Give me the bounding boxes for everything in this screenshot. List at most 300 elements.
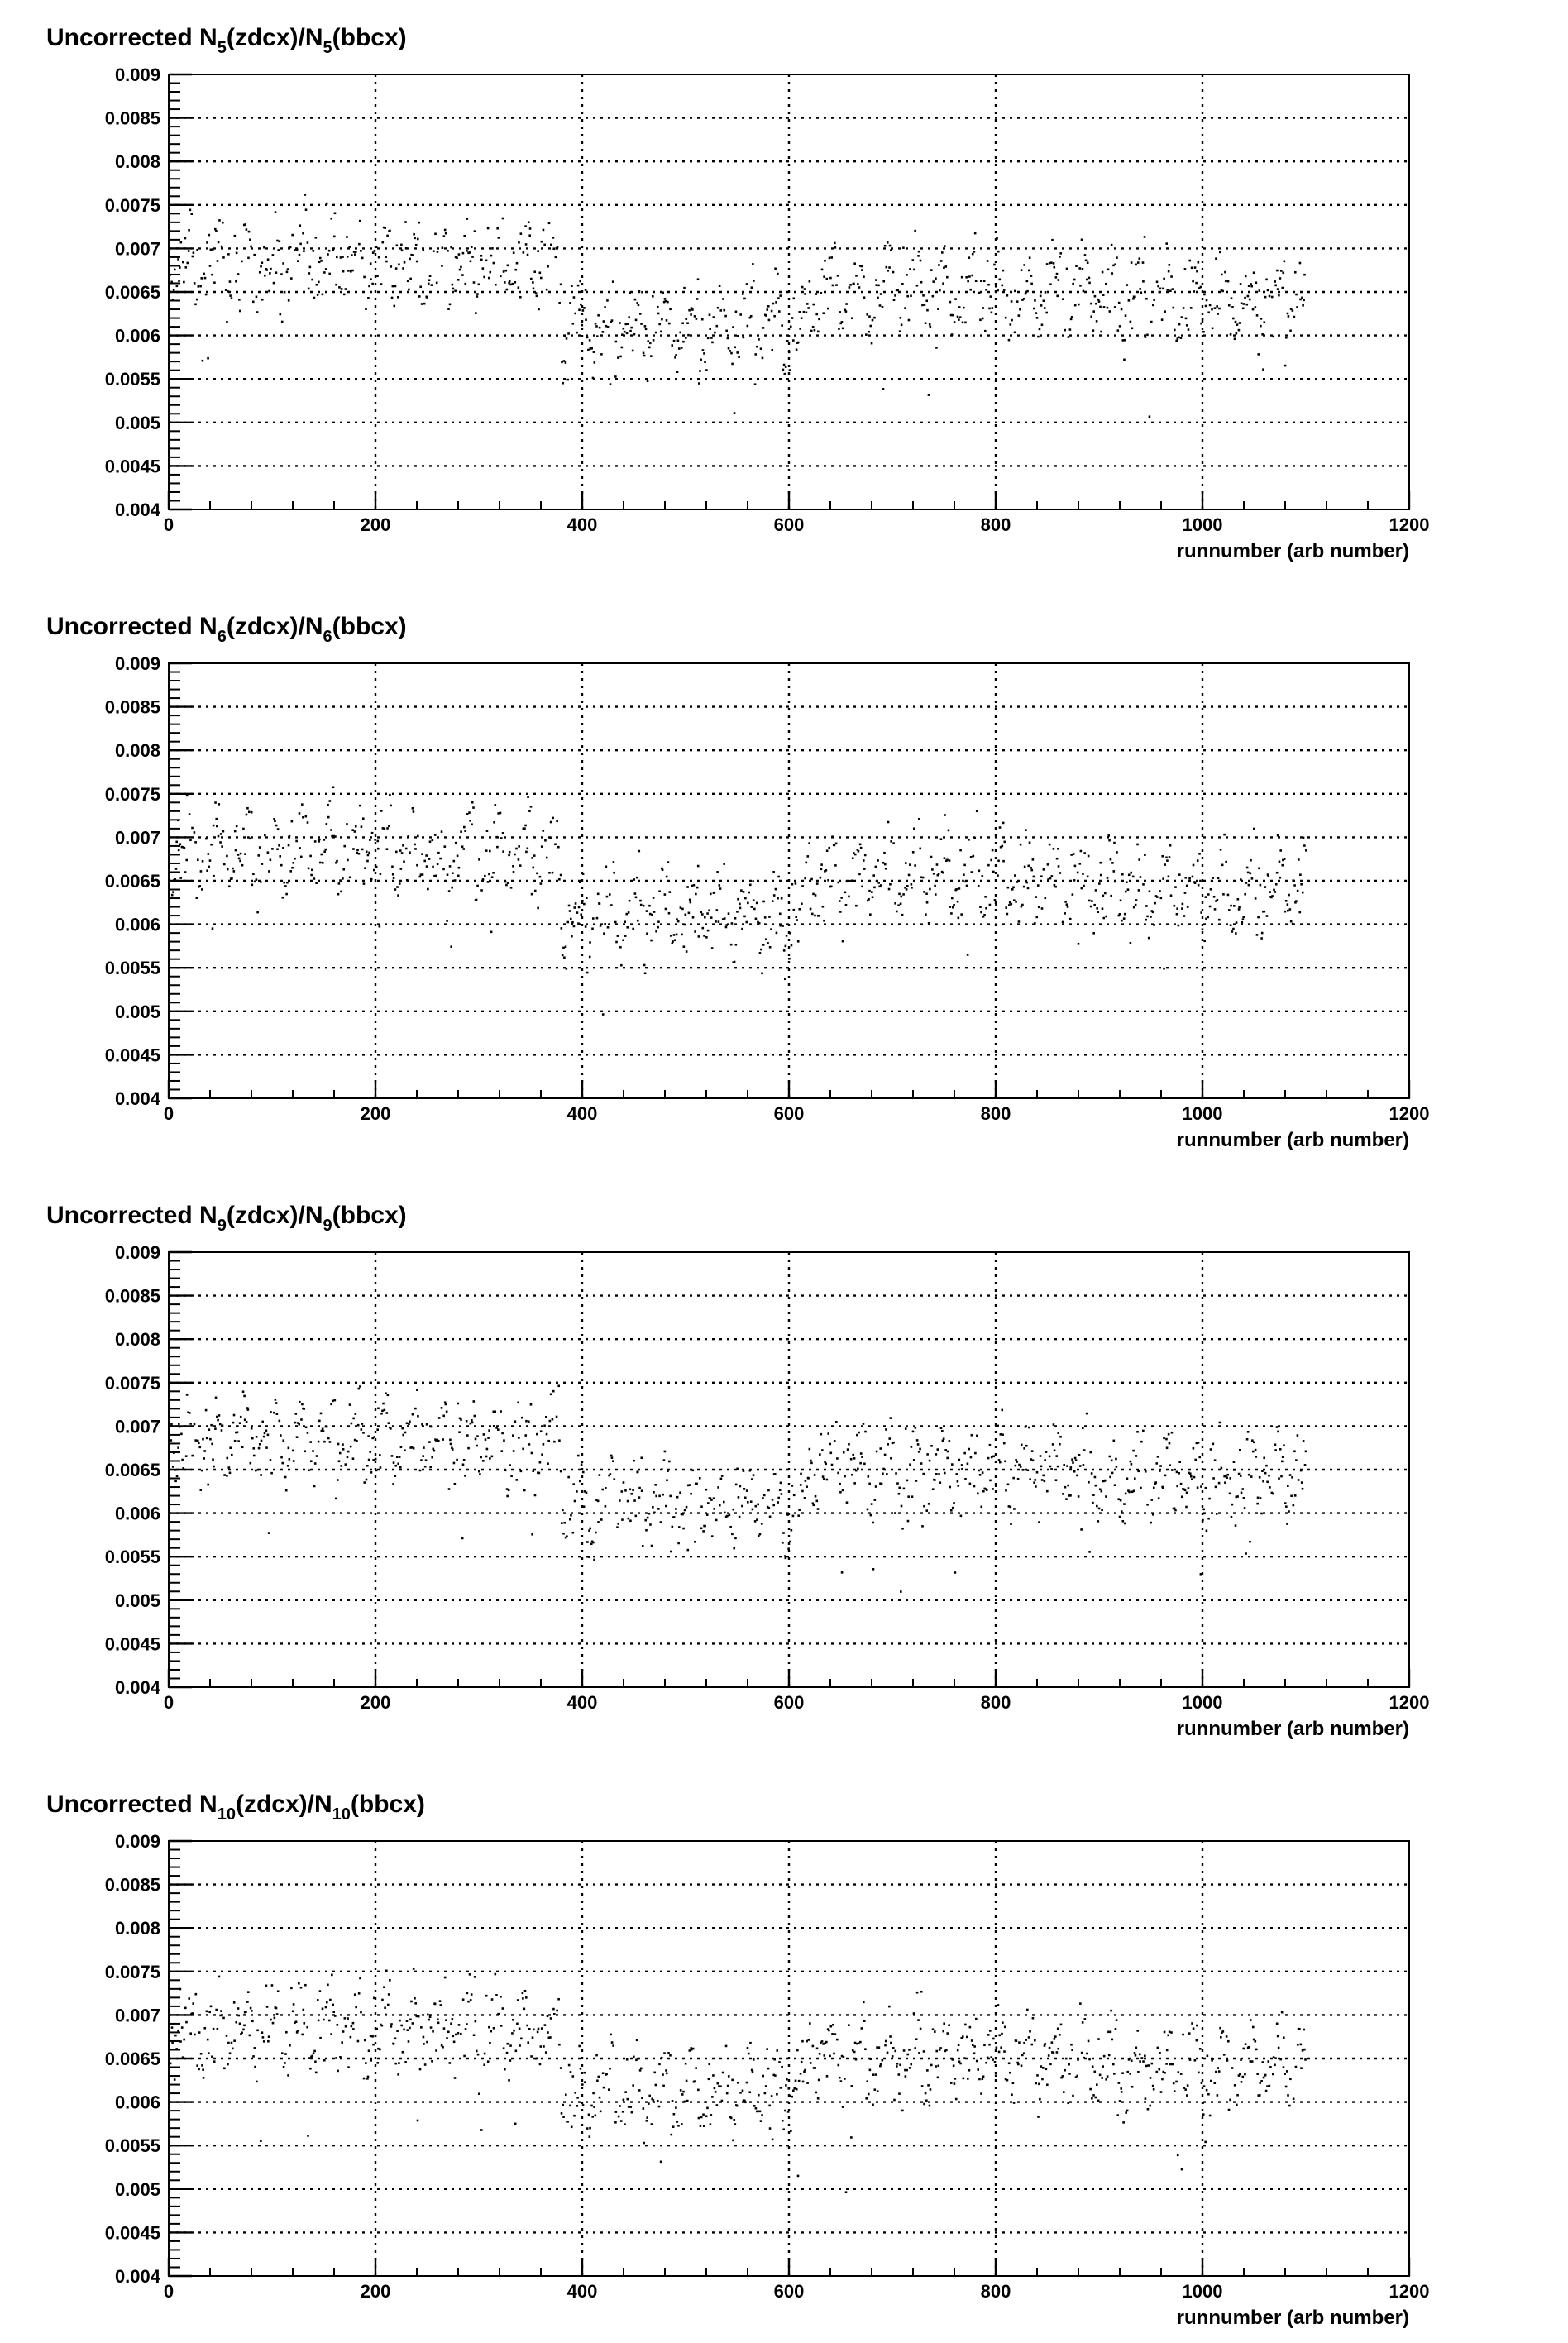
data-point xyxy=(847,1448,849,1451)
data-point xyxy=(928,922,930,925)
data-point xyxy=(1109,1476,1111,1479)
data-point xyxy=(769,2127,772,2130)
data-point xyxy=(868,1483,871,1485)
data-point xyxy=(189,209,192,212)
data-point xyxy=(220,833,222,835)
data-point xyxy=(1098,300,1101,303)
data-point xyxy=(1196,270,1198,273)
data-point xyxy=(669,1495,672,1498)
data-point xyxy=(875,284,877,286)
data-point xyxy=(1202,2102,1204,2104)
data-point xyxy=(307,2135,309,2137)
data-point xyxy=(1230,924,1232,926)
data-point xyxy=(207,1484,209,1486)
data-point xyxy=(926,901,929,904)
data-point xyxy=(779,913,782,916)
data-point xyxy=(935,2065,937,2068)
data-point xyxy=(560,283,562,285)
data-point xyxy=(717,1486,719,1489)
data-point xyxy=(287,2074,289,2077)
data-point xyxy=(1097,2038,1100,2040)
data-point xyxy=(706,1513,709,1516)
data-point xyxy=(496,227,499,230)
data-point xyxy=(648,347,651,349)
data-point xyxy=(250,246,252,248)
data-point xyxy=(892,842,895,844)
data-point xyxy=(539,876,542,878)
data-point xyxy=(552,2008,555,2011)
data-point xyxy=(1018,1464,1021,1466)
data-point xyxy=(998,2035,1001,2037)
data-point xyxy=(639,2069,642,2072)
data-point xyxy=(170,1423,173,1426)
data-point xyxy=(325,849,327,851)
data-point xyxy=(180,241,183,244)
data-point xyxy=(489,271,491,274)
data-point xyxy=(446,920,448,922)
data-point xyxy=(615,341,618,343)
x-tick-label: 800 xyxy=(980,1103,1011,1124)
data-point xyxy=(1091,1472,1093,1475)
data-point xyxy=(1174,2090,1176,2092)
data-point xyxy=(686,2080,688,2082)
data-point xyxy=(1222,893,1225,896)
data-point xyxy=(234,235,237,237)
data-point xyxy=(403,2029,405,2031)
data-point xyxy=(246,807,249,810)
data-point xyxy=(999,279,1002,281)
data-point xyxy=(509,2044,512,2047)
data-point xyxy=(729,1526,732,1528)
data-point xyxy=(829,2025,832,2028)
data-point xyxy=(1285,1505,1288,1508)
data-point xyxy=(547,2015,549,2017)
data-point xyxy=(581,1463,583,1466)
data-point xyxy=(195,897,198,899)
data-point xyxy=(281,1462,284,1465)
data-point xyxy=(1132,298,1135,300)
data-point xyxy=(689,1484,691,1486)
data-point xyxy=(1074,865,1077,868)
data-point xyxy=(643,905,645,907)
data-point xyxy=(1049,2063,1052,2066)
data-point xyxy=(502,850,504,853)
data-point xyxy=(314,1462,317,1465)
data-point xyxy=(203,273,205,275)
data-point xyxy=(640,904,643,906)
data-point xyxy=(1248,884,1250,887)
data-point xyxy=(1255,1449,1257,1451)
data-point xyxy=(414,844,416,846)
data-point xyxy=(423,1446,425,1449)
data-point xyxy=(435,875,437,877)
data-point xyxy=(321,1430,323,1432)
data-point xyxy=(887,2052,889,2054)
data-point xyxy=(405,848,408,850)
data-point xyxy=(394,2063,397,2065)
data-point xyxy=(647,1517,649,1519)
data-point xyxy=(466,218,469,220)
data-point xyxy=(1039,328,1041,331)
data-point xyxy=(1017,1478,1020,1480)
data-point xyxy=(749,1470,752,1472)
data-point xyxy=(228,1466,231,1469)
y-tick-label: 0.008 xyxy=(114,1329,160,1351)
data-point xyxy=(772,1499,774,1501)
data-point xyxy=(752,1509,754,1511)
data-point xyxy=(972,2044,974,2046)
data-point xyxy=(425,854,428,857)
data-point xyxy=(919,1448,921,1451)
data-point xyxy=(419,2068,422,2071)
data-point xyxy=(423,2043,425,2045)
y-tick-label: 0.0065 xyxy=(104,1460,160,1480)
data-point xyxy=(309,855,312,858)
data-point xyxy=(437,852,440,854)
data-point xyxy=(543,229,545,232)
data-point xyxy=(510,1475,513,1477)
data-point xyxy=(376,1428,379,1431)
data-point xyxy=(1014,290,1016,293)
data-point xyxy=(1046,2083,1049,2086)
data-point xyxy=(424,1466,427,1468)
data-point xyxy=(406,1423,409,1425)
data-point xyxy=(916,1992,919,1994)
data-point xyxy=(396,1456,399,1458)
data-point xyxy=(1269,295,1271,298)
data-point xyxy=(756,902,758,905)
title-segment: (bbcx) xyxy=(350,1791,425,1818)
data-point xyxy=(577,1455,580,1457)
data-point xyxy=(1219,1422,1221,1424)
data-point xyxy=(213,825,215,827)
data-point xyxy=(1088,2058,1091,2061)
data-point xyxy=(1121,920,1123,922)
data-point xyxy=(460,2033,462,2035)
data-point xyxy=(603,932,605,935)
data-point xyxy=(1078,1495,1080,1498)
data-point xyxy=(897,904,900,906)
data-point xyxy=(821,1449,824,1451)
data-point xyxy=(566,921,569,924)
data-point xyxy=(1226,2035,1228,2038)
data-point xyxy=(445,2019,447,2021)
data-point xyxy=(237,1440,240,1442)
data-point xyxy=(361,257,364,260)
data-point xyxy=(1122,339,1125,342)
data-point xyxy=(351,2025,353,2028)
data-point xyxy=(179,266,181,269)
data-point xyxy=(1170,275,1173,278)
data-point xyxy=(852,1454,854,1456)
data-point xyxy=(405,247,408,250)
data-point xyxy=(196,249,198,251)
data-point xyxy=(174,2078,176,2081)
data-point xyxy=(896,2063,899,2065)
data-point xyxy=(1108,839,1111,842)
data-point xyxy=(491,247,494,250)
data-point xyxy=(1140,1487,1142,1489)
data-point xyxy=(781,2066,783,2068)
data-point xyxy=(706,2107,709,2110)
x-axis-label: runnumber (arb number) xyxy=(1176,1129,1409,1151)
data-point xyxy=(819,2053,821,2055)
data-point xyxy=(1260,884,1262,887)
data-point xyxy=(626,2058,629,2061)
data-point xyxy=(251,2010,253,2012)
data-point xyxy=(402,2051,404,2054)
data-point xyxy=(776,2093,778,2096)
data-point xyxy=(713,1508,715,1510)
data-point xyxy=(1303,1440,1305,1442)
data-point xyxy=(1152,911,1154,914)
data-point xyxy=(1262,368,1264,371)
data-point xyxy=(455,842,457,844)
data-point xyxy=(1269,2085,1271,2087)
data-point xyxy=(202,2068,204,2071)
chart-title xyxy=(46,1791,425,1824)
data-point xyxy=(1145,298,1148,300)
data-point xyxy=(937,2077,939,2079)
data-point xyxy=(417,2120,419,2122)
data-point xyxy=(734,961,736,963)
data-point xyxy=(387,1394,390,1396)
data-point xyxy=(532,2036,534,2039)
data-point xyxy=(176,285,179,288)
y-tick-label: 0.0055 xyxy=(104,1547,160,1568)
data-point xyxy=(1027,865,1030,868)
data-point xyxy=(613,1478,615,1480)
data-point xyxy=(524,1434,527,1437)
data-point xyxy=(992,2038,995,2040)
data-point xyxy=(421,853,423,855)
data-point xyxy=(541,2027,543,2030)
data-point xyxy=(630,327,633,329)
data-point xyxy=(758,338,760,341)
data-point xyxy=(643,352,645,355)
data-point xyxy=(389,230,391,232)
data-point xyxy=(700,358,702,361)
data-point xyxy=(261,1421,264,1423)
data-point xyxy=(801,885,804,887)
data-point xyxy=(1183,915,1186,917)
data-point xyxy=(488,2026,490,2029)
data-point xyxy=(773,315,776,318)
data-point xyxy=(1178,336,1180,338)
data-point xyxy=(849,286,851,289)
data-point xyxy=(944,857,946,859)
data-point xyxy=(323,839,326,841)
data-point xyxy=(1021,2064,1023,2067)
data-point xyxy=(399,1456,401,1458)
data-point xyxy=(325,2006,327,2009)
data-point xyxy=(737,2082,739,2084)
data-point xyxy=(229,294,232,297)
x-tick-label: 1000 xyxy=(1182,1692,1223,1713)
data-point xyxy=(724,315,727,318)
data-point xyxy=(921,2085,924,2087)
data-point xyxy=(275,1402,278,1404)
data-point xyxy=(406,879,409,882)
data-point xyxy=(1012,2082,1015,2084)
data-point xyxy=(1149,890,1151,892)
data-point xyxy=(954,321,956,323)
data-point xyxy=(1142,883,1145,886)
data-point xyxy=(858,1432,860,1434)
data-point xyxy=(173,289,175,291)
data-point xyxy=(747,902,749,905)
data-point xyxy=(1025,1445,1028,1447)
data-point xyxy=(396,886,399,888)
data-point xyxy=(718,884,720,887)
data-point xyxy=(1110,2010,1112,2012)
data-point xyxy=(1185,1506,1188,1509)
data-point xyxy=(1170,894,1173,897)
data-point xyxy=(431,284,433,286)
data-point xyxy=(761,973,763,975)
data-point xyxy=(890,840,892,843)
data-point xyxy=(530,2055,533,2058)
data-point xyxy=(1212,1443,1215,1446)
data-point xyxy=(925,299,928,302)
data-point xyxy=(218,803,220,806)
data-point xyxy=(963,2057,966,2059)
data-point xyxy=(1188,328,1190,331)
data-point xyxy=(784,373,786,375)
data-point xyxy=(1282,1456,1284,1458)
data-point xyxy=(867,1509,869,1511)
data-point xyxy=(937,2065,939,2068)
data-point xyxy=(576,1490,578,1493)
data-point xyxy=(679,1491,681,1494)
data-point xyxy=(892,2055,894,2058)
data-point xyxy=(517,1999,519,2001)
data-point xyxy=(695,2067,697,2069)
data-point xyxy=(932,1488,935,1490)
data-point xyxy=(876,2046,878,2049)
data-point xyxy=(846,1501,849,1504)
data-point xyxy=(174,878,176,881)
scatter-points xyxy=(170,1968,1307,2193)
data-point xyxy=(375,246,378,248)
data-point xyxy=(396,244,399,246)
data-point xyxy=(1207,1518,1210,1520)
data-point xyxy=(401,852,404,854)
data-point xyxy=(184,871,187,873)
data-point xyxy=(268,290,270,293)
data-point xyxy=(930,326,932,328)
data-point xyxy=(958,887,961,890)
data-point xyxy=(490,2030,492,2033)
data-point xyxy=(336,860,338,863)
title-segment: (zdcx)/N xyxy=(235,1791,332,1818)
data-point xyxy=(518,1437,520,1439)
data-point xyxy=(770,928,772,930)
data-point xyxy=(1251,877,1254,880)
data-point xyxy=(369,1451,371,1453)
data-point xyxy=(265,1985,268,1987)
data-point xyxy=(980,911,982,914)
data-point xyxy=(519,864,522,867)
data-point xyxy=(392,285,394,288)
data-point xyxy=(447,250,449,252)
data-point xyxy=(256,1436,258,1438)
data-point xyxy=(917,2019,920,2021)
data-point xyxy=(213,2028,215,2030)
data-point xyxy=(1239,2073,1241,2076)
data-point xyxy=(577,922,580,925)
data-point xyxy=(801,902,803,905)
data-point xyxy=(626,332,629,335)
data-point xyxy=(955,1473,958,1475)
data-point xyxy=(315,237,318,239)
data-point xyxy=(633,1460,635,1462)
title-subscript: 10 xyxy=(332,1805,351,1824)
data-point xyxy=(1220,2036,1222,2039)
data-point xyxy=(782,2128,785,2130)
data-point xyxy=(1237,898,1240,901)
data-point xyxy=(915,1427,917,1429)
data-point xyxy=(1149,415,1151,418)
data-point xyxy=(184,266,187,269)
data-point xyxy=(343,294,346,296)
data-point xyxy=(629,291,631,294)
data-point xyxy=(781,1493,783,1495)
data-point xyxy=(1209,2115,1212,2117)
chart-panel-4 xyxy=(46,1791,1429,2329)
data-point xyxy=(677,920,680,923)
data-point xyxy=(901,914,904,916)
data-point xyxy=(730,944,733,946)
data-point xyxy=(640,323,643,325)
data-point xyxy=(1247,872,1250,874)
data-point xyxy=(681,934,683,936)
data-point xyxy=(668,323,671,325)
data-point xyxy=(901,1505,903,1508)
data-point xyxy=(364,2039,366,2042)
data-point xyxy=(1152,2085,1154,2087)
data-point xyxy=(1141,2057,1144,2059)
data-point xyxy=(393,2043,395,2045)
data-point xyxy=(408,2040,410,2043)
data-point xyxy=(274,820,276,822)
data-point xyxy=(312,250,314,252)
data-point xyxy=(954,1571,957,1574)
data-point xyxy=(737,335,739,337)
data-point xyxy=(264,1432,266,1435)
data-point xyxy=(810,1460,812,1462)
data-point xyxy=(213,1466,215,1468)
data-point xyxy=(565,361,567,364)
data-point xyxy=(1292,309,1294,312)
data-point xyxy=(1023,2052,1025,2054)
data-point xyxy=(1250,873,1252,875)
data-point xyxy=(189,2032,192,2035)
data-point xyxy=(1076,1475,1078,1477)
data-point xyxy=(988,308,991,310)
data-point xyxy=(1160,897,1163,900)
data-point xyxy=(1097,1520,1099,1523)
data-point xyxy=(1036,2074,1039,2077)
data-point xyxy=(589,339,591,342)
data-point xyxy=(205,294,208,296)
data-point xyxy=(282,262,284,265)
data-point xyxy=(696,298,699,300)
data-point xyxy=(308,868,310,870)
data-point xyxy=(212,248,214,251)
data-point xyxy=(690,313,692,316)
data-point xyxy=(589,956,591,959)
